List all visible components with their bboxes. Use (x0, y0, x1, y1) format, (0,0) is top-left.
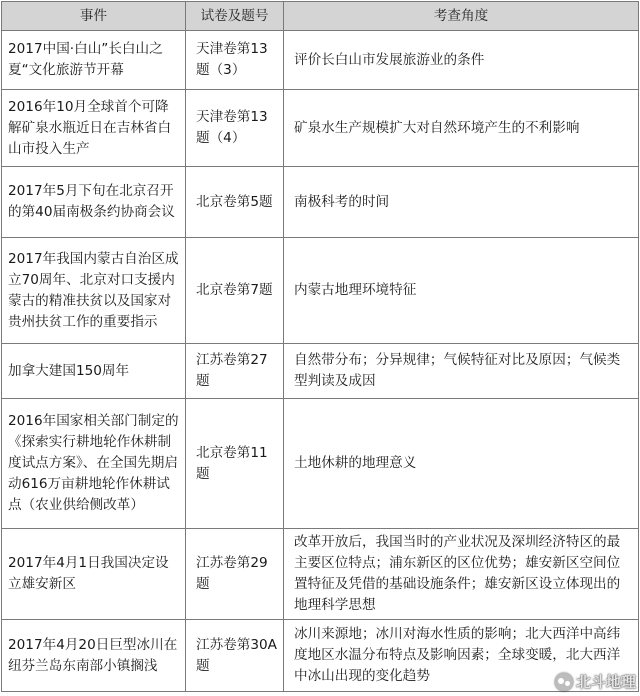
cell-event: 2017中国·白山”长白山之夏“文化旅游节开幕 (2, 31, 186, 90)
table-row (2, 620, 639, 692)
cell-angle: 冰川来源地；冰川对海水性质的影响；北大西洋中高纬度地区水温分布特点及影响因素；全球变暖，北大西洋中冰山出现的变化趋势 (284, 620, 639, 692)
wechat-icon (555, 673, 573, 691)
cell-event: 2017年我国内蒙古自治区成立70周年、北京对口支援内蒙古的精准扶贫以及国家对贵州扶贫工作的重要指示 (2, 238, 186, 344)
table-row (2, 31, 639, 90)
cell-angle: 内蒙古地理环境特征 (284, 238, 639, 344)
header-event: 事件 (2, 2, 186, 31)
table-row (2, 344, 639, 399)
cell-angle: 改革开放后，我国当时的产业状况及深圳经济特区的最主要区位特点；浦东新区的区位优势；雄安新区空间位置特征及凭借的基础设施条件；雄安新区设立体现出的地理科学思想 (284, 529, 639, 620)
cell-angle: 矿泉水生产规模扩大对自然环境产生的不利影响 (284, 90, 639, 167)
header-paper: 试卷及题号 (186, 2, 284, 31)
cell-event: 2017年5月下旬在北京召开的第40届南极条约协商会议 (2, 167, 186, 238)
exam-analysis-table (1, 1, 639, 692)
cell-event: 2016年10月全球首个可降解矿泉水瓶近日在吉林省白山市投入生产 (2, 90, 186, 167)
header-angle: 考查角度 (284, 2, 639, 31)
table-row (2, 167, 639, 238)
watermark (555, 671, 636, 692)
table-row (2, 238, 639, 344)
table-row (2, 529, 639, 620)
cell-event: 2017年4月20日巨型冰川在纽芬兰岛东南部小镇搁浅 (2, 620, 186, 692)
cell-paper: 江苏卷第27题 (186, 344, 284, 399)
cell-paper: 江苏卷第30A题 (186, 620, 284, 692)
cell-angle: 自然带分布；分异规律；气候特征对比及原因；气候类型判读及成因 (284, 344, 639, 399)
cell-paper: 天津卷第13题（3） (186, 31, 284, 90)
cell-angle: 评价长白山市发展旅游业的条件 (284, 31, 639, 90)
cell-angle: 土地休耕的地理意义 (284, 399, 639, 529)
cell-paper: 北京卷第5题 (186, 167, 284, 238)
cell-paper: 天津卷第13题（4） (186, 90, 284, 167)
cell-event: 2016年国家相关部门制定的《探索实行耕地轮作休耕制度试点方案》、在全国先期启动616万亩耕地轮作休耕试点（农业供给侧改革） (2, 399, 186, 529)
cell-event: 加拿大建国150周年 (2, 344, 186, 399)
cell-event: 2017年4月1日我国决定设立雄安新区 (2, 529, 186, 620)
watermark-text: 北斗地理 (575, 673, 636, 691)
cell-angle: 南极科考的时间 (284, 167, 639, 238)
header-row (2, 2, 639, 31)
cell-paper: 江苏卷第29题 (186, 529, 284, 620)
table-row (2, 90, 639, 167)
table-row (2, 399, 639, 529)
cell-paper: 北京卷第11题 (186, 399, 284, 529)
cell-paper: 北京卷第7题 (186, 238, 284, 344)
